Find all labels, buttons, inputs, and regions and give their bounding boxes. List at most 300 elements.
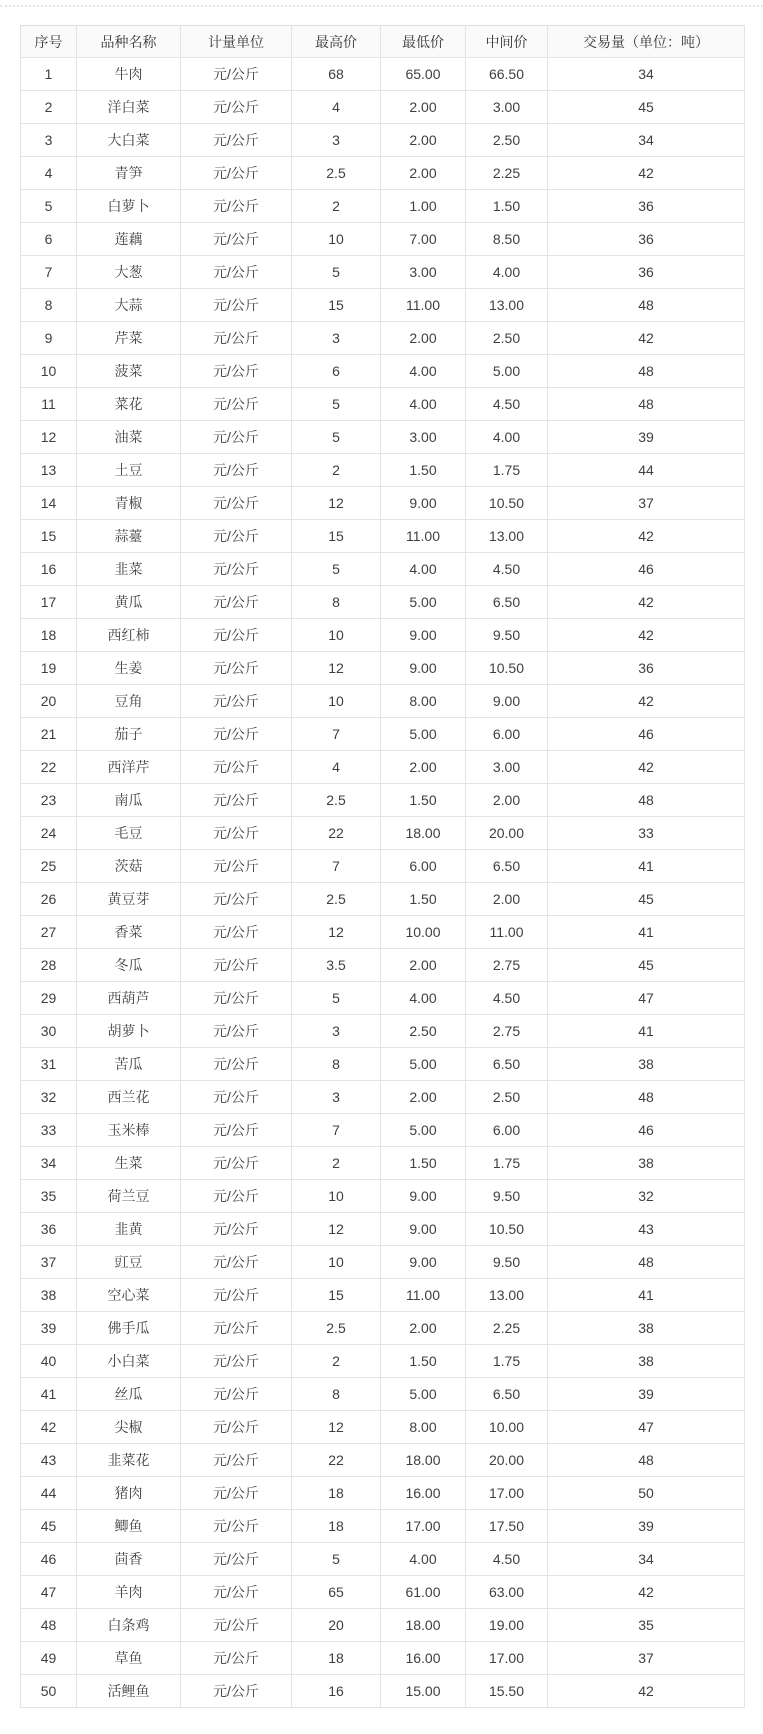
table-row: [21, 157, 745, 190]
cell-volume: 48: [548, 1246, 745, 1279]
cell-index: 10: [21, 355, 77, 388]
column-header-name: 品种名称: [77, 26, 181, 58]
table-row: [21, 1015, 745, 1048]
cell-high: 7: [292, 850, 381, 883]
cell-volume: 42: [548, 751, 745, 784]
table-row: [21, 1114, 745, 1147]
table-row: [21, 553, 745, 586]
cell-low: 2.00: [381, 124, 466, 157]
table-row: [21, 1543, 745, 1576]
cell-low: 5.00: [381, 586, 466, 619]
cell-high: 2: [292, 454, 381, 487]
cell-high: 12: [292, 487, 381, 520]
cell-unit: 元/公斤: [181, 1147, 292, 1180]
cell-high: 3.5: [292, 949, 381, 982]
cell-volume: 42: [548, 619, 745, 652]
cell-high: 2: [292, 1345, 381, 1378]
cell-name: 白萝卜: [77, 190, 181, 223]
cell-unit: 元/公斤: [181, 1609, 292, 1642]
cell-high: 65: [292, 1576, 381, 1609]
cell-index: 4: [21, 157, 77, 190]
top-dotted-divider: [0, 5, 763, 7]
cell-low: 11.00: [381, 520, 466, 553]
cell-mid: 6.50: [466, 1378, 548, 1411]
cell-mid: 17.50: [466, 1510, 548, 1543]
cell-index: 47: [21, 1576, 77, 1609]
cell-index: 32: [21, 1081, 77, 1114]
cell-volume: 48: [548, 355, 745, 388]
cell-low: 61.00: [381, 1576, 466, 1609]
cell-high: 7: [292, 718, 381, 751]
cell-mid: 10.00: [466, 1411, 548, 1444]
cell-volume: 39: [548, 1378, 745, 1411]
cell-low: 2.00: [381, 1312, 466, 1345]
cell-high: 2.5: [292, 1312, 381, 1345]
table-row: [21, 1180, 745, 1213]
cell-low: 65.00: [381, 58, 466, 91]
cell-mid: 2.50: [466, 1081, 548, 1114]
cell-index: 44: [21, 1477, 77, 1510]
cell-high: 20: [292, 1609, 381, 1642]
table-row: [21, 520, 745, 553]
cell-index: 17: [21, 586, 77, 619]
cell-mid: 66.50: [466, 58, 548, 91]
cell-volume: 39: [548, 421, 745, 454]
cell-name: 苦瓜: [77, 1048, 181, 1081]
cell-high: 4: [292, 91, 381, 124]
cell-index: 12: [21, 421, 77, 454]
table-row: [21, 718, 745, 751]
cell-high: 2.5: [292, 784, 381, 817]
cell-low: 4.00: [381, 388, 466, 421]
cell-name: 韭黄: [77, 1213, 181, 1246]
table-row: [21, 1642, 745, 1675]
cell-unit: 元/公斤: [181, 1543, 292, 1576]
cell-high: 5: [292, 388, 381, 421]
cell-volume: 36: [548, 190, 745, 223]
cell-unit: 元/公斤: [181, 883, 292, 916]
cell-volume: 36: [548, 256, 745, 289]
cell-high: 12: [292, 1411, 381, 1444]
cell-index: 9: [21, 322, 77, 355]
table-row: [21, 256, 745, 289]
cell-low: 9.00: [381, 1246, 466, 1279]
cell-index: 7: [21, 256, 77, 289]
cell-index: 40: [21, 1345, 77, 1378]
cell-unit: 元/公斤: [181, 58, 292, 91]
cell-unit: 元/公斤: [181, 1279, 292, 1312]
cell-volume: 41: [548, 916, 745, 949]
cell-mid: 9.50: [466, 1180, 548, 1213]
cell-volume: 42: [548, 322, 745, 355]
cell-low: 1.50: [381, 883, 466, 916]
table-row: [21, 388, 745, 421]
cell-unit: 元/公斤: [181, 289, 292, 322]
cell-low: 2.00: [381, 91, 466, 124]
cell-mid: 2.75: [466, 1015, 548, 1048]
cell-high: 8: [292, 586, 381, 619]
cell-mid: 17.00: [466, 1477, 548, 1510]
cell-volume: 44: [548, 454, 745, 487]
table-row: [21, 982, 745, 1015]
cell-volume: 34: [548, 58, 745, 91]
cell-high: 15: [292, 1279, 381, 1312]
cell-unit: 元/公斤: [181, 1444, 292, 1477]
cell-volume: 42: [548, 520, 745, 553]
cell-low: 2.50: [381, 1015, 466, 1048]
cell-unit: 元/公斤: [181, 817, 292, 850]
cell-high: 7: [292, 1114, 381, 1147]
table-row: [21, 454, 745, 487]
table-row: [21, 1510, 745, 1543]
cell-index: 14: [21, 487, 77, 520]
cell-volume: 45: [548, 91, 745, 124]
cell-high: 12: [292, 652, 381, 685]
cell-mid: 2.50: [466, 322, 548, 355]
cell-index: 50: [21, 1675, 77, 1708]
cell-name: 空心菜: [77, 1279, 181, 1312]
cell-mid: 11.00: [466, 916, 548, 949]
table-row: [21, 1477, 745, 1510]
cell-name: 鲫鱼: [77, 1510, 181, 1543]
cell-mid: 9.50: [466, 619, 548, 652]
table-row: [21, 586, 745, 619]
cell-name: 丝瓜: [77, 1378, 181, 1411]
cell-volume: 42: [548, 157, 745, 190]
cell-mid: 6.00: [466, 718, 548, 751]
cell-low: 9.00: [381, 487, 466, 520]
cell-mid: 2.00: [466, 883, 548, 916]
cell-unit: 元/公斤: [181, 619, 292, 652]
cell-low: 16.00: [381, 1477, 466, 1510]
cell-unit: 元/公斤: [181, 1312, 292, 1345]
cell-high: 12: [292, 916, 381, 949]
column-header-high: 最高价: [292, 26, 381, 58]
cell-name: 尖椒: [77, 1411, 181, 1444]
cell-volume: 41: [548, 1015, 745, 1048]
cell-name: 草鱼: [77, 1642, 181, 1675]
cell-volume: 38: [548, 1048, 745, 1081]
cell-unit: 元/公斤: [181, 355, 292, 388]
cell-mid: 1.75: [466, 1147, 548, 1180]
cell-unit: 元/公斤: [181, 1114, 292, 1147]
table-row: [21, 289, 745, 322]
cell-index: 34: [21, 1147, 77, 1180]
cell-name: 黄瓜: [77, 586, 181, 619]
cell-mid: 10.50: [466, 1213, 548, 1246]
cell-volume: 36: [548, 223, 745, 256]
cell-high: 18: [292, 1510, 381, 1543]
cell-low: 2.00: [381, 751, 466, 784]
cell-index: 6: [21, 223, 77, 256]
table-row: [21, 685, 745, 718]
cell-unit: 元/公斤: [181, 784, 292, 817]
cell-unit: 元/公斤: [181, 1246, 292, 1279]
table-row: [21, 1147, 745, 1180]
cell-low: 8.00: [381, 1411, 466, 1444]
cell-mid: 4.50: [466, 553, 548, 586]
cell-high: 2: [292, 190, 381, 223]
table-row: [21, 1444, 745, 1477]
cell-mid: 3.00: [466, 91, 548, 124]
table-row: [21, 322, 745, 355]
cell-volume: 46: [548, 553, 745, 586]
table-row: [21, 223, 745, 256]
cell-volume: 41: [548, 1279, 745, 1312]
cell-unit: 元/公斤: [181, 1411, 292, 1444]
cell-volume: 47: [548, 1411, 745, 1444]
cell-unit: 元/公斤: [181, 322, 292, 355]
cell-low: 4.00: [381, 1543, 466, 1576]
cell-name: 茴香: [77, 1543, 181, 1576]
cell-index: 35: [21, 1180, 77, 1213]
cell-low: 8.00: [381, 685, 466, 718]
cell-high: 8: [292, 1048, 381, 1081]
cell-low: 6.00: [381, 850, 466, 883]
cell-high: 3: [292, 1081, 381, 1114]
cell-mid: 2.50: [466, 124, 548, 157]
cell-volume: 42: [548, 1675, 745, 1708]
cell-unit: 元/公斤: [181, 1015, 292, 1048]
cell-volume: 42: [548, 685, 745, 718]
cell-volume: 35: [548, 1609, 745, 1642]
cell-name: 西兰花: [77, 1081, 181, 1114]
cell-low: 5.00: [381, 1048, 466, 1081]
cell-high: 10: [292, 1246, 381, 1279]
cell-mid: 2.00: [466, 784, 548, 817]
table-row: [21, 1609, 745, 1642]
cell-high: 5: [292, 256, 381, 289]
cell-volume: 34: [548, 124, 745, 157]
cell-mid: 10.50: [466, 487, 548, 520]
cell-name: 生菜: [77, 1147, 181, 1180]
cell-mid: 13.00: [466, 289, 548, 322]
table-row: [21, 91, 745, 124]
cell-volume: 38: [548, 1312, 745, 1345]
cell-mid: 3.00: [466, 751, 548, 784]
cell-name: 羊肉: [77, 1576, 181, 1609]
cell-index: 30: [21, 1015, 77, 1048]
cell-name: 牛肉: [77, 58, 181, 91]
cell-unit: 元/公斤: [181, 1510, 292, 1543]
cell-volume: 37: [548, 487, 745, 520]
cell-name: 茄子: [77, 718, 181, 751]
cell-volume: 47: [548, 982, 745, 1015]
cell-index: 25: [21, 850, 77, 883]
table-row: [21, 916, 745, 949]
cell-mid: 9.00: [466, 685, 548, 718]
cell-mid: 13.00: [466, 520, 548, 553]
cell-volume: 38: [548, 1345, 745, 1378]
cell-index: 2: [21, 91, 77, 124]
table-row: [21, 1081, 745, 1114]
cell-mid: 4.50: [466, 982, 548, 1015]
cell-high: 3: [292, 124, 381, 157]
cell-name: 芹菜: [77, 322, 181, 355]
cell-low: 1.50: [381, 1345, 466, 1378]
cell-volume: 36: [548, 652, 745, 685]
cell-unit: 元/公斤: [181, 124, 292, 157]
cell-name: 韭菜: [77, 553, 181, 586]
cell-low: 1.50: [381, 454, 466, 487]
cell-index: 43: [21, 1444, 77, 1477]
cell-name: 土豆: [77, 454, 181, 487]
cell-high: 6: [292, 355, 381, 388]
cell-high: 5: [292, 421, 381, 454]
cell-volume: 48: [548, 784, 745, 817]
cell-mid: 6.50: [466, 1048, 548, 1081]
cell-name: 菠菜: [77, 355, 181, 388]
cell-high: 10: [292, 685, 381, 718]
cell-mid: 15.50: [466, 1675, 548, 1708]
cell-name: 青笋: [77, 157, 181, 190]
cell-volume: 41: [548, 850, 745, 883]
cell-volume: 42: [548, 1576, 745, 1609]
cell-low: 18.00: [381, 1444, 466, 1477]
cell-mid: 2.75: [466, 949, 548, 982]
table-row: [21, 421, 745, 454]
cell-mid: 1.75: [466, 1345, 548, 1378]
cell-unit: 元/公斤: [181, 1675, 292, 1708]
table-row: [21, 190, 745, 223]
cell-high: 3: [292, 322, 381, 355]
cell-high: 2.5: [292, 157, 381, 190]
cell-name: 蒜薹: [77, 520, 181, 553]
cell-mid: 6.00: [466, 1114, 548, 1147]
cell-low: 9.00: [381, 652, 466, 685]
cell-unit: 元/公斤: [181, 685, 292, 718]
cell-volume: 32: [548, 1180, 745, 1213]
table-row: [21, 1312, 745, 1345]
cell-mid: 2.25: [466, 1312, 548, 1345]
cell-name: 小白菜: [77, 1345, 181, 1378]
table-row: [21, 58, 745, 91]
cell-low: 1.50: [381, 784, 466, 817]
cell-name: 大蒜: [77, 289, 181, 322]
cell-high: 4: [292, 751, 381, 784]
cell-index: 3: [21, 124, 77, 157]
cell-name: 莲藕: [77, 223, 181, 256]
column-header-mid: 中间价: [466, 26, 548, 58]
column-header-unit: 计量单位: [181, 26, 292, 58]
table-row: [21, 751, 745, 784]
cell-low: 3.00: [381, 421, 466, 454]
cell-index: 28: [21, 949, 77, 982]
cell-name: 油菜: [77, 421, 181, 454]
table-row: [21, 355, 745, 388]
table-row: [21, 1411, 745, 1444]
cell-low: 16.00: [381, 1642, 466, 1675]
cell-high: 5: [292, 1543, 381, 1576]
cell-index: 41: [21, 1378, 77, 1411]
cell-name: 西红柿: [77, 619, 181, 652]
cell-index: 39: [21, 1312, 77, 1345]
cell-low: 9.00: [381, 1213, 466, 1246]
cell-high: 18: [292, 1477, 381, 1510]
cell-high: 22: [292, 1444, 381, 1477]
cell-low: 17.00: [381, 1510, 466, 1543]
cell-volume: 48: [548, 388, 745, 421]
cell-volume: 46: [548, 1114, 745, 1147]
cell-low: 15.00: [381, 1675, 466, 1708]
cell-unit: 元/公斤: [181, 91, 292, 124]
cell-unit: 元/公斤: [181, 520, 292, 553]
cell-low: 9.00: [381, 619, 466, 652]
cell-low: 1.50: [381, 1147, 466, 1180]
cell-unit: 元/公斤: [181, 1642, 292, 1675]
table-row: [21, 850, 745, 883]
cell-low: 11.00: [381, 289, 466, 322]
cell-index: 33: [21, 1114, 77, 1147]
cell-unit: 元/公斤: [181, 949, 292, 982]
cell-mid: 9.50: [466, 1246, 548, 1279]
cell-high: 10: [292, 619, 381, 652]
cell-volume: 48: [548, 1444, 745, 1477]
cell-unit: 元/公斤: [181, 718, 292, 751]
cell-high: 3: [292, 1015, 381, 1048]
header-row: [21, 26, 745, 58]
cell-high: 18: [292, 1642, 381, 1675]
cell-unit: 元/公斤: [181, 421, 292, 454]
cell-high: 2.5: [292, 883, 381, 916]
cell-index: 8: [21, 289, 77, 322]
table-row: [21, 784, 745, 817]
cell-unit: 元/公斤: [181, 223, 292, 256]
cell-index: 13: [21, 454, 77, 487]
cell-high: 10: [292, 223, 381, 256]
cell-high: 10: [292, 1180, 381, 1213]
cell-unit: 元/公斤: [181, 1048, 292, 1081]
table-row: [21, 487, 745, 520]
cell-name: 香菜: [77, 916, 181, 949]
cell-volume: 43: [548, 1213, 745, 1246]
table-row: [21, 652, 745, 685]
cell-low: 4.00: [381, 982, 466, 1015]
cell-volume: 50: [548, 1477, 745, 1510]
cell-index: 21: [21, 718, 77, 751]
cell-name: 南瓜: [77, 784, 181, 817]
cell-mid: 1.75: [466, 454, 548, 487]
table-row: [21, 1048, 745, 1081]
cell-name: 西洋芹: [77, 751, 181, 784]
cell-volume: 37: [548, 1642, 745, 1675]
table-row: [21, 1279, 745, 1312]
cell-mid: 4.50: [466, 1543, 548, 1576]
cell-name: 黄豆芽: [77, 883, 181, 916]
cell-volume: 33: [548, 817, 745, 850]
cell-index: 16: [21, 553, 77, 586]
cell-low: 2.00: [381, 322, 466, 355]
cell-index: 5: [21, 190, 77, 223]
cell-index: 38: [21, 1279, 77, 1312]
cell-name: 茨菇: [77, 850, 181, 883]
cell-name: 菜花: [77, 388, 181, 421]
cell-low: 11.00: [381, 1279, 466, 1312]
table-row: [21, 1246, 745, 1279]
cell-index: 48: [21, 1609, 77, 1642]
table-row: [21, 1345, 745, 1378]
table-row: [21, 1378, 745, 1411]
cell-name: 西葫芦: [77, 982, 181, 1015]
cell-low: 2.00: [381, 1081, 466, 1114]
column-header-volume: 交易量（单位：吨）: [548, 26, 745, 58]
cell-volume: 34: [548, 1543, 745, 1576]
cell-index: 1: [21, 58, 77, 91]
cell-mid: 4.00: [466, 256, 548, 289]
cell-index: 19: [21, 652, 77, 685]
cell-name: 佛手瓜: [77, 1312, 181, 1345]
cell-unit: 元/公斤: [181, 1081, 292, 1114]
